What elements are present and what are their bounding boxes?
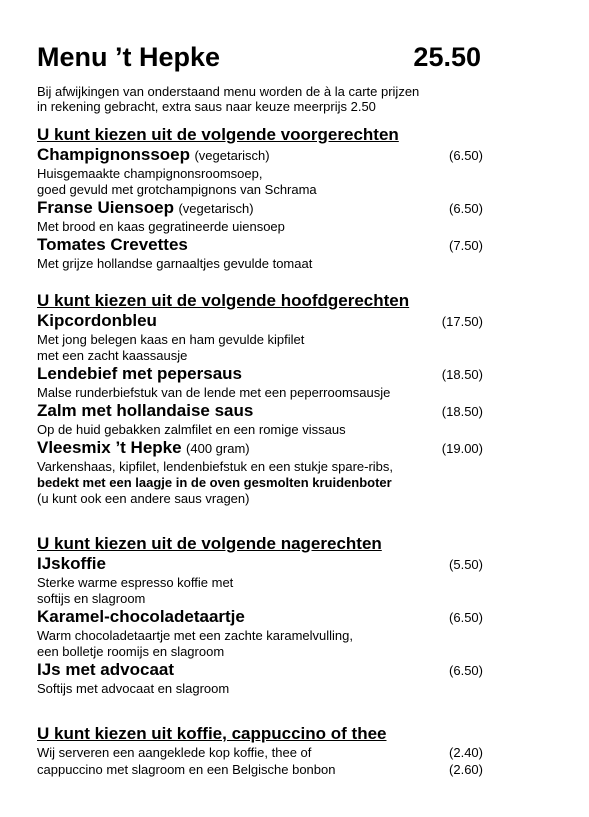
dish-description: Op de huid gebakken zalmfilet en een romige vissaus [37,422,346,437]
menu-page [37,40,485,778]
dish-description: Huisgemaakte champignonsroomsoep, [37,166,263,181]
dish-description: Softijs met advocaat en slagroom [37,681,230,696]
dish-price: (18.50) [441,367,483,382]
dish-price: (5.50) [449,557,483,572]
dish-champignonssoep [37,145,485,198]
desserts-heading: U kunt kiezen uit de volgende nagerechten [37,534,382,553]
coffee-line [37,744,485,761]
dish-name: Zalm met hollandaise saus [37,401,254,420]
dish-zalm [37,401,485,438]
dish-ijs-met-advocaat [37,660,485,697]
dish-note: (vegetarisch) [194,148,270,163]
dish-description: Malse runderbiefstuk van de lende met een peperroomsausje [37,385,391,400]
dish-name: Franse Uiensoep [37,198,174,217]
dish-description: Varkenshaas, kipfilet, lendenbiefstuk en een stukje spare-ribs, [37,459,394,474]
dish-ijskoffie [37,554,485,607]
intro-line: in rekening gebracht, extra saus naar keuze meerprijs 2.50 [37,99,376,114]
dish-note: (vegetarisch) [178,201,254,216]
dish-name: Kipcordonbleu [37,311,157,330]
coffee-price: (2.60) [449,762,483,777]
dish-price: (7.50) [449,238,483,253]
dish-description: Warm chocoladetaartje met een zachte karamelvulling, [37,628,353,643]
dish-price: (6.50) [449,201,483,216]
dish-name: IJskoffie [37,554,106,573]
coffee-text: cappuccino met slagroom en een Belgische bonbon [37,762,336,777]
mains-heading: U kunt kiezen uit de volgende hoofdgerechten [37,291,410,310]
dish-description: met een zacht kaassausje [37,348,188,363]
dish-name: Tomates Crevettes [37,235,188,254]
menu-header [37,40,485,76]
dish-name: Karamel-chocoladetaartje [37,607,245,626]
dish-description: softijs en slagroom [37,591,146,606]
dish-name: IJs met advocaat [37,660,175,679]
dish-name: Lendebief met pepersaus [37,364,243,383]
dish-description: Met jong belegen kaas en ham gevulde kipfilet [37,332,305,347]
dish-price: (6.50) [449,663,483,678]
dish-description: Sterke warme espresso koffie met [37,575,234,590]
coffee-text: Wij serveren een aangeklede kop koffie, thee of [37,745,312,760]
dish-price: (6.50) [449,148,483,163]
dish-price: (19.00) [441,441,483,456]
dish-description: Met grijze hollandse garnaaltjes gevulde tomaat [37,256,313,271]
dish-price: (17.50) [441,314,483,329]
dish-price: (6.50) [449,610,483,625]
dish-karamel-chocoladetaartje [37,607,485,660]
menu-intro [37,84,485,114]
menu-title: Menu ’t Hepke [37,42,221,72]
dish-name: Vleesmix ’t Hepke [37,438,182,457]
dish-tomates-crevettes [37,235,485,272]
intro-line: Bij afwijkingen van onderstaand menu worden de à la carte prijzen [37,84,420,99]
dish-description: een bolletje roomijs en slagroom [37,644,225,659]
dish-description-bold: bedekt met een laagje in de oven gesmolten kruidenboter [37,475,392,490]
menu-price: 25.50 [413,42,481,72]
dish-vleesmix [37,438,485,507]
dish-description: Met brood en kaas gegratineerde uiensoep [37,219,285,234]
starters-heading: U kunt kiezen uit de volgende voorgerechten [37,125,399,144]
coffee-heading: U kunt kiezen uit koffie, cappuccino of thee [37,724,387,743]
dish-name: Champignonssoep [37,145,191,164]
coffee-price: (2.40) [449,745,483,760]
dish-kipcordonbleu [37,311,485,364]
dish-price: (18.50) [441,404,483,419]
coffee-line [37,761,485,778]
dish-note: (400 gram) [186,441,250,456]
dish-description: (u kunt ook een andere saus vragen) [37,491,250,506]
dish-franse-uiensoep [37,198,485,235]
dish-description: goed gevuld met grotchampignons van Schrama [37,182,317,197]
dish-lendebief [37,364,485,401]
